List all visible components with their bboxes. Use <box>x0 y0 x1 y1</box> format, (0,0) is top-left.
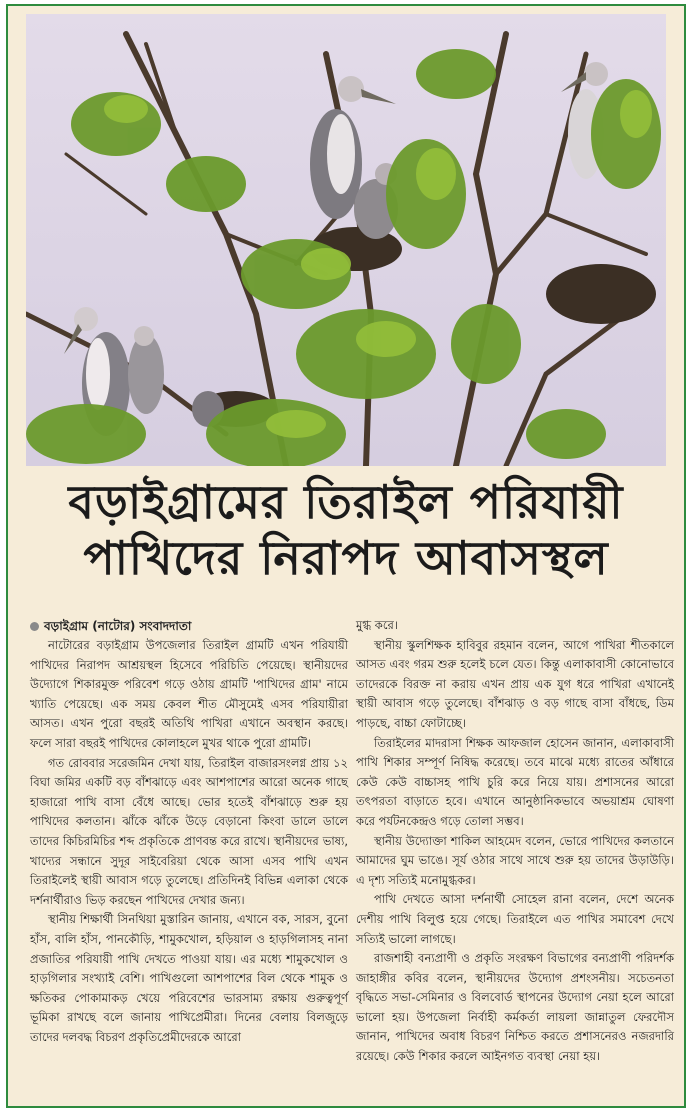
news-clipping <box>6 4 686 1108</box>
article-column-right <box>356 616 674 1104</box>
paragraph: মুগ্ধ করে। <box>356 618 398 632</box>
article-body <box>30 616 674 1104</box>
byline <box>30 616 348 636</box>
paragraph: গত রোববার সরেজমিন দেখা যায়, তিরাইল বাজারসংলগ্ন প্রায় ১২ বিঘা জমির একটি বড় বাঁশঝাড়ে এবং আশপাশের আরো অনেক গাছে হাজারো পাখি বাসা বেঁধে আছে। ভোর হতেই বাঁশঝাড়ে শুরু হয় পাখিদের কলতান। ঝাঁকে ঝাঁকে উড়ে বেড়ানো কিংবা ডালে ডালে তাদের কিচিরমিচির শব্দ প্রকৃতিকে প্রাণবন্ত করে রাখে। স্থানীয়দের ভাষ্য, খাদ্যের সন্ধানে সুদূর সাইবেরিয়া থেকে আসা এসব পাখি এখন তিরাইলেই স্থায়ী আবাস গড়ে তুলেছে। প্রতিদিনই বিভিন্ন এলাকা থেকে দর্শনার্থীরাও ভিড় করছেন পাখিদের দেখার জন্য। <box>30 755 348 907</box>
paragraph: তিরাইলের মাদরাসা শিক্ষক আফজাল হোসেন জানান, এলাকাবাসী পাখি শিকার সম্পূর্ণ নিষিদ্ধ করেছে। তবে মাঝে মধ্যে রাতের আঁধারে কেউ কেউ বাচ্চাসহ পাখি চুরি করে নিয়ে যায়। প্রশাসনের আরো তৎপরতা বাড়াতে হবে। এখানে আনুষ্ঠানিকভাবে অভয়াশ্রম ঘোষণা করে পর্যটনকেন্দ্রও গড়ে তোলা সম্ভব। <box>356 735 674 828</box>
article-column-left <box>30 616 348 1104</box>
paragraph: স্থানীয় স্কুলশিক্ষক হাবিবুর রহমান বলেন, আগে পাখিরা শীতকালে আসত এবং গরম শুরু হলেই চলে যেত। কিন্তু এলাকাবাসী কোনোভাবে তাদেরকে বিরক্ত না করায় এখন প্রায় এক যুগ ধরে পাখিরা এখানেই স্থায়ী আবাস গড়ে তুলেছে। বাঁশঝাড় ও বড় গাছে বাসা বাঁধছে, ডিম পাড়ছে, বাচ্চা ফোটাচ্ছে। <box>356 637 674 730</box>
paragraph: স্থানীয় শিক্ষার্থী সিনথিয়া মুস্তারিন জানায়, এখানে বক, সারস, বুনো হাঁস, বালি হাঁস, পানকৌড়ি, শামুকখোল, হড়িয়াল ও হাড়গিলাসহ নানা প্রজাতির পরিযায়ী পাখি দেখতে পাওয়া যায়। এর মধ্যে শামুকখোল ও হাড়গিলার সংখ্যাই বেশি। পাখিগুলো আশপাশের বিল থেকে শামুক ও ক্ষতিকর পোকামাকড় খেয়ে পরিবেশের ভারসাম্য রক্ষায় গুরুত্বপূর্ণ ভূমিকা রাখছে বলে জানায় পাখিপ্রেমীরা। দিনের বেলায় বিলজুড়ে তাদের দলবদ্ধ বিচরণ প্রকৃতিপ্রেমীদেরকে আরো <box>30 912 348 1044</box>
headline-line-2: পাখিদের নিরাপদ আবাসস্থল <box>83 531 609 585</box>
byline-text: বড়াইগ্রাম (নাটোর) সংবাদদাতা <box>44 619 192 633</box>
paragraph: নাটোরের বড়াইগ্রাম উপজেলার তিরাইল গ্রামটি এখন পরিযায়ী পাখিদের নিরাপদ আশ্রয়স্থল হিসেবে পরিচিতি পেয়েছে। স্থানীয়দের উদ্যোগে শিকারমুক্ত পরিবেশ গড়ে ওঠায় গ্রামটি 'পাখিদের গ্রাম' নামে খ্যাতি পেয়েছে। এক সময় কেবল শীত মৌসুমেই এসব পরিযায়ীরা আসত। এখন পুরো বছরই অতিথি পাখিরা এখানে অবস্থান করছে। ফলে সারা বছরই পাখিদের কোলাহলে মুখর থাকে পুরো গ্রামটি। <box>30 638 348 750</box>
headline <box>18 474 674 586</box>
birds-nesting-photo <box>26 14 666 466</box>
paragraph: রাজশাহী বন্যপ্রাণী ও প্রকৃতি সংরক্ষণ বিভাগের বন্যপ্রাণী পরিদর্শক জাহাঙ্গীর কবির বলেন, স্থানীয়দের উদ্যোগ প্রশংসনীয়। সচেতনতা বৃদ্ধিতে সভা-সেমিনার ও বিলবোর্ড স্থাপনের উদ্যোগ নেয়া হলে আরো ভালো হয়। উপজেলা নির্বাহী কর্মকর্তা লায়লা জান্নাতুল ফেরদৌস জানান, পাখিদের অবাধ বিচরণ নিশ্চিত করতে প্রশাসনেরও নজরদারি রয়েছে। কেউ শিকার করলে আইনগত ব্যবস্থা নেয়া হয়। <box>356 951 674 1064</box>
paragraph: স্থানীয় উদ্যোক্তা শাকিল আহমেদ বলেন, ভোরে পাখিদের কলতানে আমাদের ঘুম ভাঙে। সূর্য ওঠার সাথে সাথে শুরু হয় তাদের উড়াউড়ি। এ দৃশ্য সত্যিই মনোমুগ্ধকর। <box>356 833 674 887</box>
bullet-icon <box>30 622 39 631</box>
paragraph: পাখি দেখতে আসা দর্শনার্থী সোহেল রানা বলেন, দেশে অনেক দেশীয় পাখি বিলুপ্ত হয়ে গেছে। তিরাইলে এত পাখির সমাবেশ দেখে সত্যিই ভালো লাগছে। <box>356 892 674 946</box>
headline-line-1: বড়াইগ্রামের তিরাইল পরিযায়ী <box>68 475 624 529</box>
